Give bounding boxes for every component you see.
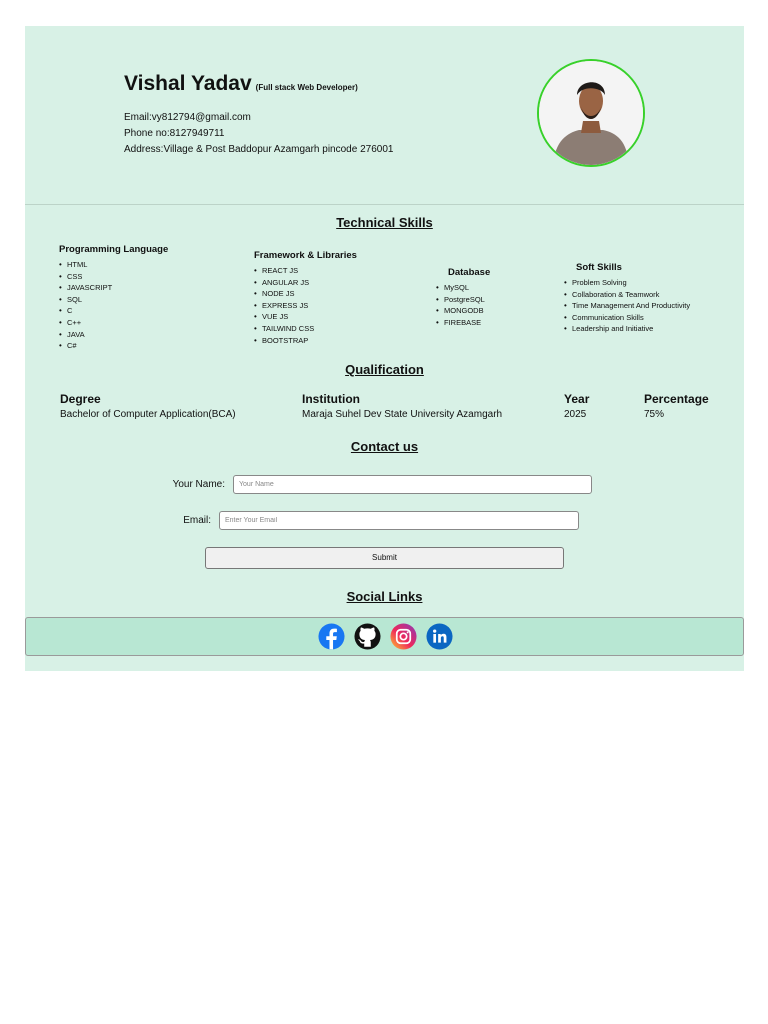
skill-item: • MONGODB <box>444 305 490 317</box>
skill-item: • Collaboration & Teamwork <box>572 289 690 301</box>
contact-title: Contact us <box>350 439 419 454</box>
qualification-percentage: 75% <box>644 409 665 420</box>
skill-item: • Time Management And Productivity <box>572 300 690 312</box>
skill-group-soft-skills <box>564 262 690 335</box>
social-links-title: Social Links <box>346 589 423 604</box>
name-row <box>124 72 358 96</box>
skill-group-frameworks <box>254 250 357 346</box>
profile-email: Email:vy812794@gmail.com <box>124 112 251 123</box>
skill-group-programming <box>59 244 168 352</box>
profile-role: (Full stack Web Developer) <box>255 83 358 92</box>
profile-name: Vishal Yadav <box>124 72 252 95</box>
skill-group-heading: Soft Skills <box>576 262 622 273</box>
qualification-header-institution: Institution <box>302 392 360 406</box>
skill-item: • JAVASCRIPT <box>67 282 168 294</box>
skill-item: • CSS <box>67 271 168 283</box>
skill-item: • ANGULAR JS <box>262 277 357 289</box>
name-label: Your Name: <box>172 479 225 490</box>
name-input[interactable] <box>233 475 592 494</box>
skill-item: • Leadership and Initiative <box>572 323 690 335</box>
profile-address: Address:Village & Post Baddopur Azamgarh pincode 276001 <box>124 144 394 155</box>
person-avatar-icon <box>539 61 643 165</box>
social-links-bar <box>25 617 744 656</box>
skill-item: • C <box>67 305 168 317</box>
linkedin-icon[interactable] <box>426 623 453 650</box>
skill-item: • MySQL <box>444 282 490 294</box>
facebook-icon[interactable] <box>318 623 345 650</box>
skill-item: • C++ <box>67 317 168 329</box>
qualification-degree: Bachelor of Computer Application(BCA) <box>60 409 236 420</box>
skill-item: • NODE JS <box>262 288 357 300</box>
skill-item: • TAILWIND CSS <box>262 323 357 335</box>
qualification-title: Qualification <box>345 362 424 377</box>
qualification-header-percentage: Percentage <box>644 392 709 406</box>
github-icon[interactable] <box>354 623 381 650</box>
skill-item: • VUE JS <box>262 311 357 323</box>
technical-skills-title: Technical Skills <box>336 215 433 230</box>
profile-header <box>25 26 744 205</box>
skill-item: • BOOTSTRAP <box>262 335 357 347</box>
skill-item: • REACT JS <box>262 265 357 277</box>
skill-item: • FIREBASE <box>444 317 490 329</box>
skill-item: • HTML <box>67 259 168 271</box>
skill-item: • PostgreSQL <box>444 294 490 306</box>
qualification-year: 2025 <box>564 409 587 420</box>
skill-item: • C# <box>67 340 168 352</box>
email-input[interactable] <box>219 511 579 530</box>
skill-item: • Communication Skills <box>572 312 690 324</box>
qualification-header-year: Year <box>564 392 590 406</box>
skill-group-heading: Programming Language <box>59 244 169 255</box>
skill-item: • EXPRESS JS <box>262 300 357 312</box>
submit-button[interactable]: Submit <box>205 547 564 569</box>
skill-group-heading: Database <box>448 267 491 278</box>
instagram-icon[interactable] <box>390 623 417 650</box>
email-label: Email: <box>183 515 211 526</box>
skill-group-database <box>436 267 490 328</box>
profile-photo <box>537 59 645 167</box>
skill-group-heading: Framework & Libraries <box>254 250 357 261</box>
resume-page <box>25 26 744 671</box>
skill-item: • SQL <box>67 294 168 306</box>
qualification-header-degree: Degree <box>60 392 101 406</box>
skill-item: • Problem Solving <box>572 277 690 289</box>
profile-phone: Phone no:8127949711 <box>124 128 225 139</box>
qualification-institution: Maraja Suhel Dev State University Azamgarh <box>302 409 503 420</box>
skill-item: • JAVA <box>67 329 168 341</box>
